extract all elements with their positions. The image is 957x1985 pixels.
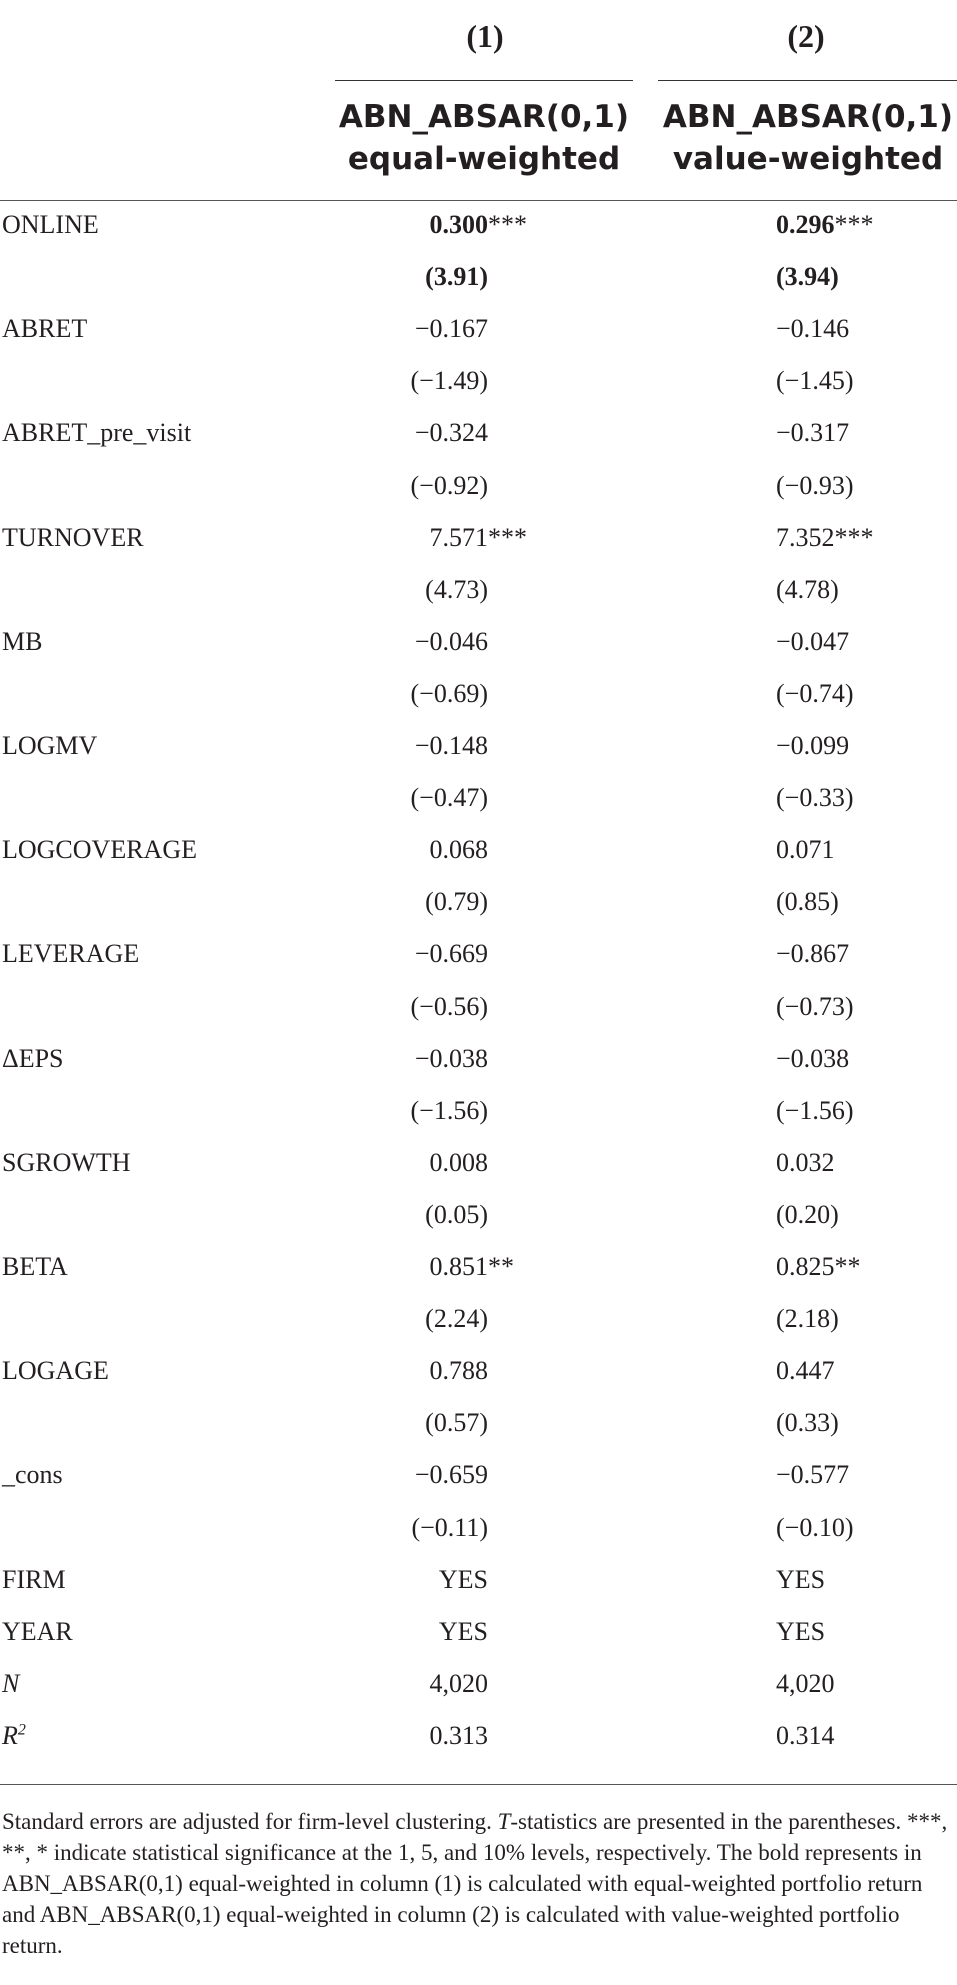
- cell-value: 0.068: [429, 835, 488, 865]
- table-footnote: [2, 1806, 952, 1961]
- cell-value: (−0.73): [776, 991, 854, 1021]
- column-1-value: [430, 835, 630, 865]
- column-2-value: [776, 210, 874, 240]
- column-2-value: [776, 1200, 839, 1230]
- table-row: [0, 210, 957, 262]
- cell-value: (−1.56): [776, 1095, 854, 1125]
- column-2-value: [776, 1304, 839, 1334]
- cell-value: (−1.45): [776, 366, 854, 396]
- significance-stars: ***: [488, 210, 527, 239]
- cell-value: 4,020: [776, 1668, 835, 1698]
- cell-value: (−0.33): [776, 783, 854, 813]
- cell-value: 0.851: [429, 1252, 488, 1281]
- row-label-text: LOGCOVERAGE: [2, 835, 197, 865]
- row-label: [2, 731, 97, 761]
- row-label: [2, 418, 191, 448]
- cell-value: (2.18): [776, 1304, 839, 1334]
- table-bottom-rule: [0, 1784, 957, 1785]
- cell-value: YES: [438, 1564, 488, 1594]
- row-label-text: TURNOVER: [2, 522, 144, 552]
- column-2-value: [776, 939, 849, 969]
- row-label-text: ABRET_pre_visit: [2, 418, 192, 448]
- row-label-text: SGROWTH: [2, 1147, 131, 1177]
- column-2-rule: [658, 80, 957, 81]
- column-2-value: [776, 992, 853, 1022]
- cell-value: (0.85): [776, 887, 839, 917]
- table-row: [0, 887, 957, 939]
- column-1-value: [425, 1200, 625, 1230]
- table-row: [0, 1356, 957, 1408]
- cell-value: −0.659: [414, 1460, 488, 1490]
- table-row: [0, 314, 957, 366]
- column-2-value: [776, 1721, 835, 1751]
- column-1-value: [411, 471, 611, 501]
- column-1-value: [411, 992, 611, 1022]
- table-row: [0, 731, 957, 783]
- cell-value: −0.047: [776, 626, 850, 656]
- column-2-value: [776, 418, 849, 448]
- column-2-value: [776, 783, 853, 813]
- cell-value: YES: [438, 1616, 488, 1646]
- table-row: [0, 1044, 957, 1096]
- column-1-value: [411, 1513, 611, 1543]
- row-label-text: R: [2, 1720, 18, 1750]
- table-row: [0, 262, 957, 314]
- significance-stars: **: [488, 1252, 514, 1281]
- row-label: [2, 1044, 64, 1074]
- row-label: [2, 835, 197, 865]
- column-2-value: [776, 731, 849, 761]
- cell-value: 0.008: [429, 1147, 488, 1177]
- cell-value: (2.24): [425, 1304, 488, 1334]
- column-2-value: [776, 1252, 861, 1282]
- table-row: [0, 1200, 957, 1252]
- cell-value: −0.167: [414, 314, 488, 344]
- table-row: [0, 1565, 957, 1617]
- column-2-title-line2: value-weighted: [672, 141, 944, 177]
- column-2-value: [776, 1408, 839, 1438]
- column-2-value: [776, 835, 835, 865]
- column-1-value: [411, 783, 611, 813]
- column-2-number: (2): [787, 18, 825, 54]
- column-1-value: [415, 418, 615, 448]
- row-label: [2, 1565, 66, 1595]
- cell-value: (−0.47): [410, 783, 488, 813]
- cell-value: (4.73): [425, 574, 488, 604]
- cell-value: −0.148: [414, 731, 488, 760]
- column-1-value: [439, 1565, 639, 1595]
- cell-value: −0.317: [776, 418, 850, 448]
- table-row: [0, 992, 957, 1044]
- column-2-title: [654, 96, 957, 180]
- cell-value: −0.046: [414, 626, 488, 656]
- column-1-value: [430, 210, 630, 240]
- cell-value: 0.032: [776, 1147, 835, 1177]
- table-row: [0, 1096, 957, 1148]
- column-1-value: [415, 731, 615, 761]
- column-2-value: [776, 1044, 849, 1074]
- significance-stars: ***: [834, 210, 874, 239]
- column-2-value: [776, 471, 853, 501]
- column-2-value: [776, 1617, 825, 1647]
- column-1-value: [430, 1148, 630, 1178]
- column-1-value: [425, 575, 625, 605]
- row-label: [2, 1252, 68, 1282]
- cell-value: 0.071: [776, 835, 835, 865]
- row-label: [2, 1617, 73, 1647]
- cell-value: (3.94): [776, 262, 839, 292]
- column-1-value: [411, 366, 611, 396]
- table-row: [0, 939, 957, 991]
- cell-value: 4,020: [429, 1668, 488, 1698]
- footnote-part2: -statistics are presented in the parentheses. ***, **, * indicate statistical significance at the 1, 5, and 10% levels, respectively. The bold represents in ABN_ABSAR(0,1) equal-weighted in column (1) is calculated with equal-weighted portfolio return and ABN_ABSAR(0,1) equal-weighted in column (2) is calculated with value-weighted portfolio return.: [2, 1809, 948, 1958]
- cell-value: 0.447: [776, 1356, 835, 1386]
- column-2-value: [776, 887, 839, 917]
- column-1-value: [415, 939, 615, 969]
- column-1-title: [330, 96, 638, 180]
- column-1-value: [430, 523, 630, 553]
- table-row: [0, 366, 957, 418]
- column-1-value: [415, 314, 615, 344]
- cell-value: −0.099: [776, 731, 850, 760]
- column-1-value: [430, 1356, 630, 1386]
- cell-value: −0.324: [414, 418, 488, 448]
- cell-value: (−1.49): [410, 366, 488, 396]
- column-1-value: [415, 1044, 615, 1074]
- column-1-value: [425, 262, 625, 292]
- cell-value: −0.146: [776, 314, 850, 344]
- row-label: [2, 1148, 131, 1178]
- column-1-rule: [335, 80, 633, 81]
- table-row: [0, 575, 957, 627]
- table-row: [0, 783, 957, 835]
- cell-value: YES: [776, 1564, 826, 1594]
- column-2-value: [776, 1460, 849, 1490]
- row-label-text: YEAR: [2, 1616, 73, 1646]
- table-row: [0, 835, 957, 887]
- footnote-part1: Standard errors are adjusted for firm-level clustering.: [2, 1809, 498, 1834]
- column-1-value: [430, 1721, 630, 1751]
- cell-value: (−0.56): [410, 991, 488, 1021]
- column-1-value: [425, 1408, 625, 1438]
- cell-value: (0.33): [776, 1408, 839, 1438]
- cell-value: 0.313: [429, 1720, 488, 1750]
- cell-value: (−0.92): [410, 470, 488, 500]
- cell-value: (−1.56): [410, 1095, 488, 1125]
- column-1-value: [425, 1304, 625, 1334]
- row-label: [2, 939, 139, 969]
- cell-value: 0.788: [429, 1356, 488, 1386]
- row-label-text: N: [2, 1668, 20, 1698]
- table-row: [0, 1252, 957, 1304]
- row-label-text: _cons: [2, 1460, 63, 1490]
- cell-value: (3.91): [425, 262, 488, 292]
- column-2-value: [776, 679, 853, 709]
- column-2-value: [776, 1669, 835, 1699]
- table-row: [0, 1304, 957, 1356]
- row-label-text: BETA: [2, 1252, 68, 1281]
- row-label-text: LOGAGE: [2, 1356, 109, 1386]
- cell-value: −0.669: [414, 939, 488, 969]
- row-label-text: ΔEPS: [2, 1043, 64, 1073]
- column-1-value: [415, 627, 615, 657]
- column-2-value: [776, 262, 839, 292]
- column-1-value: [439, 1617, 639, 1647]
- cell-value: 0.300: [429, 210, 488, 239]
- column-2-value: [776, 523, 874, 553]
- row-label: [2, 314, 87, 344]
- table-row: [0, 1669, 957, 1721]
- column-1-title-line2: equal-weighted: [347, 141, 621, 177]
- column-1-title-line1: ABN_ABSAR(0,1): [338, 99, 630, 135]
- cell-value: (4.78): [776, 574, 839, 604]
- cell-value: −0.038: [776, 1043, 850, 1073]
- header-bottom-rule: [0, 200, 957, 201]
- table-row: [0, 523, 957, 575]
- table-row: [0, 1460, 957, 1512]
- row-label-text: FIRM: [2, 1564, 66, 1594]
- cell-value: 7.352: [776, 522, 835, 552]
- cell-value: YES: [776, 1616, 826, 1646]
- row-label-text: ONLINE: [2, 210, 99, 239]
- column-1-value: [411, 679, 611, 709]
- row-label: [2, 523, 144, 553]
- cell-value: (0.20): [776, 1199, 839, 1229]
- column-2-value: [776, 627, 849, 657]
- row-label: [2, 1356, 109, 1386]
- column-2-value: [776, 1096, 853, 1126]
- cell-value: (−0.93): [776, 470, 854, 500]
- row-label-text: LEVERAGE: [2, 939, 140, 969]
- row-label-text: MB: [2, 626, 43, 656]
- cell-value: −0.577: [776, 1460, 850, 1490]
- row-label: [2, 627, 42, 657]
- row-label-text: LOGMV: [2, 731, 98, 760]
- column-2-title-line1: ABN_ABSAR(0,1): [662, 99, 954, 135]
- cell-value: −0.867: [776, 939, 850, 969]
- row-label-text: ABRET: [2, 314, 88, 344]
- cell-value: −0.038: [414, 1043, 488, 1073]
- column-2-value: [776, 1513, 853, 1543]
- table-row: [0, 1408, 957, 1460]
- column-2-value: [776, 1148, 835, 1178]
- column-2-value: [776, 575, 839, 605]
- row-label-superscript: 2: [17, 1721, 26, 1739]
- table-row: [0, 679, 957, 731]
- column-2-value: [776, 1565, 825, 1595]
- table-row: [0, 1148, 957, 1200]
- significance-stars: ***: [834, 522, 874, 552]
- cell-value: (0.79): [425, 887, 488, 917]
- footnote-t-italic: T: [497, 1809, 511, 1834]
- column-1-value: [415, 1460, 615, 1490]
- table-row: [0, 1721, 957, 1773]
- table-row: [0, 1513, 957, 1565]
- row-label: [2, 1669, 19, 1699]
- cell-value: 7.571: [429, 522, 488, 552]
- table-row: [0, 1617, 957, 1669]
- row-label: [2, 1721, 26, 1751]
- significance-stars: ***: [488, 522, 527, 552]
- column-1-number: (1): [466, 18, 504, 54]
- table-row: [0, 471, 957, 523]
- cell-value: (−0.10): [776, 1512, 854, 1542]
- cell-value: 0.296: [776, 210, 835, 239]
- column-1-value: [411, 1096, 611, 1126]
- cell-value: 0.825: [776, 1252, 835, 1281]
- column-2-value: [776, 1356, 835, 1386]
- column-1-value: [430, 1669, 630, 1699]
- cell-value: 0.314: [776, 1720, 835, 1750]
- column-2-value: [776, 314, 849, 344]
- cell-value: (−0.69): [410, 678, 488, 708]
- column-2-value: [776, 366, 853, 396]
- row-label: [2, 210, 99, 240]
- cell-value: (0.57): [425, 1408, 488, 1438]
- row-label: [2, 1460, 63, 1490]
- table-row: [0, 418, 957, 470]
- significance-stars: **: [834, 1252, 861, 1281]
- cell-value: (−0.11): [411, 1512, 488, 1542]
- table-row: [0, 627, 957, 679]
- cell-value: (0.05): [425, 1199, 488, 1229]
- column-1-value: [425, 887, 625, 917]
- cell-value: (−0.74): [776, 678, 854, 708]
- column-1-value: [430, 1252, 630, 1282]
